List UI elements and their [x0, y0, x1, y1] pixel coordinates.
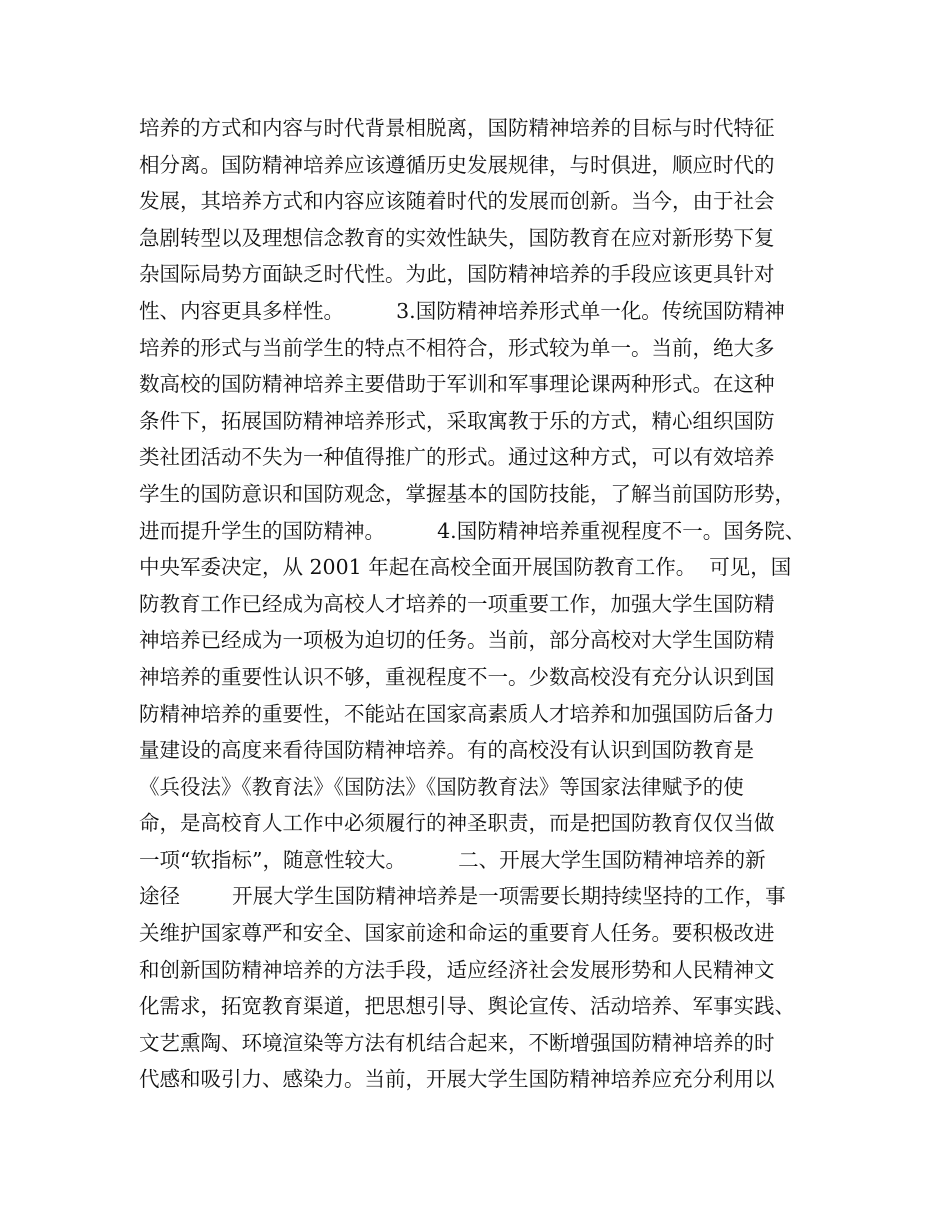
text-line: 中央军委决定，从 2001 年起在高校全面开展国防教育工作。 可见，国: [139, 555, 792, 580]
text-line: 条件下，拓展国防精神培养形式，采取寓教于乐的方式，精心组织国防: [139, 408, 775, 433]
text-line: 途径 开展大学生国防精神培养是一项需要长期持续坚持的工作，事: [139, 884, 786, 909]
text-line: 防教育工作已经成为高校人才培养的一项重要工作，加强大学生国防精: [139, 591, 775, 616]
text-line: 文艺熏陶、环境渲染等方法有机结合起来，不断增强国防精神培养的时: [139, 1030, 775, 1055]
text-line: 培养的形式与当前学生的特点不相符合，形式较为单一。当前，绝大多: [139, 335, 775, 360]
text-line: 数高校的国防精神培养主要借助于军训和军事理论课两种形式。在这种: [139, 372, 775, 397]
text-line: 性、内容更具多样性。 3.国防精神培养形式单一化。传统国防精神: [139, 298, 785, 323]
text-line: 杂国际局势方面缺乏时代性。为此，国防精神培养的手段应该更具针对: [139, 262, 775, 287]
text-line: 《兵役法》《教育法》《国防法》《国防教育法》等国家法律赋予的使: [139, 774, 744, 799]
text-line: 代感和吸引力、感染力。当前，开展大学生国防精神培养应充分利用以: [139, 1067, 775, 1092]
text-line: 防精神培养的重要性，不能站在国家高素质人才培养和加强国防后备力: [139, 701, 775, 726]
text-line: 神培养的重要性认识不够，重视程度不一。少数高校没有充分认识到国: [139, 664, 775, 689]
text-line: 命，是高校育人工作中必须履行的神圣职责，而是把国防教育仅仅当做: [139, 811, 775, 836]
text-line: 发展，其培养方式和内容应该随着时代的发展而创新。当今，由于社会: [139, 189, 775, 214]
text-line: 关维护国家尊严和安全、国家前途和命运的重要育人任务。要积极改进: [139, 921, 775, 946]
text-line: 培养的方式和内容与时代背景相脱离，国防精神培养的目标与时代特征: [139, 116, 775, 140]
body-text: [139, 110, 829, 1098]
text-line: 进而提升学生的国防精神。 4.国防精神培养重视程度不一。国务院、: [139, 518, 806, 543]
text-line: 一项“软指标”，随意性较大。 二、开展大学生国防精神培养的新: [139, 847, 766, 872]
text-line: 学生的国防意识和国防观念，掌握基本的国防技能，了解当前国防形势，: [139, 481, 795, 506]
text-line: 急剧转型以及理想信念教育的实效性缺失，国防教育在应对新形势下复: [139, 225, 775, 250]
text-line: 神培养已经成为一项极为迫切的任务。当前，部分高校对大学生国防精: [139, 628, 775, 653]
text-line: 类社团活动不失为一种值得推广的形式。通过这种方式，可以有效培养: [139, 445, 775, 470]
text-line: 量建设的高度来看待国防精神培养。有的高校没有认识到国防教育是: [139, 738, 754, 763]
text-line: 化需求，拓宽教育渠道，把思想引导、舆论宣传、活动培养、军事实践、: [139, 994, 795, 1019]
text-line: 和创新国防精神培养的方法手段，适应经济社会发展形势和人民精神文: [139, 957, 775, 982]
text-line: 相分离。国防精神培养应该遵循历史发展规律，与时俱进，顺应时代的: [139, 152, 775, 177]
